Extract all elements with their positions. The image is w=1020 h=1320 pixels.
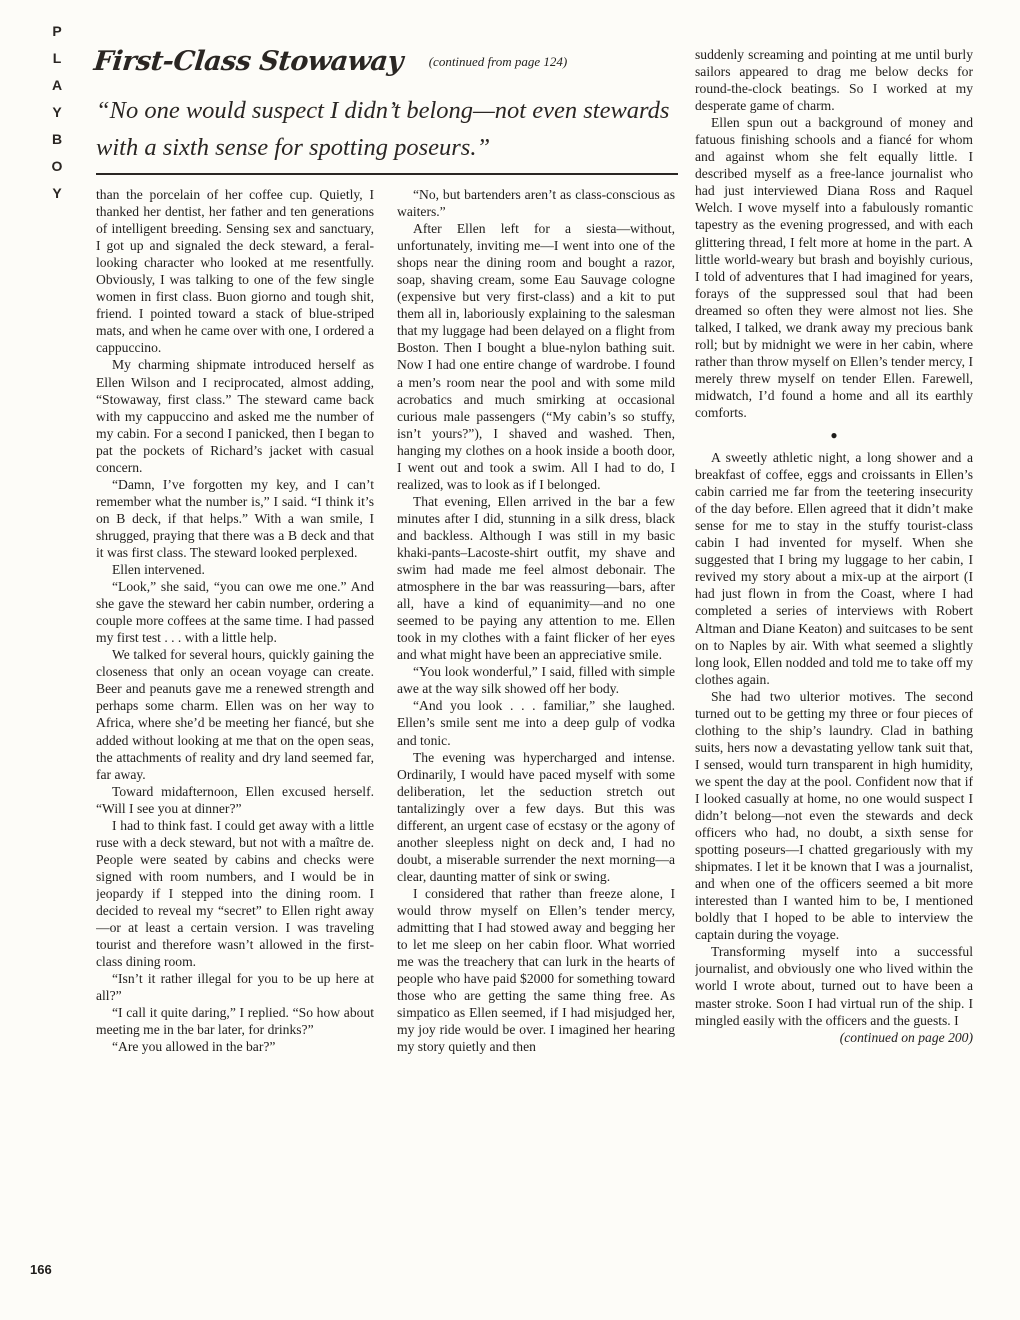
body-column-3 [695, 46, 973, 1286]
paragraph: We talked for several hours, quickly gaining the closeness that only an ocean voyage can create. Beer and peanuts gave me a renewed strength and perhaps some charm. Ellen was on her way to Africa, where she’d be meeting her fiancé, but she added without looking at me that on the open seas, the attachments of reality and dry land seemed far, far away. [96, 647, 374, 782]
paragraph: “I call it quite daring,” I replied. “So how about meeting me in the bar later, for drinks?” [96, 1005, 374, 1038]
paragraph: “Damn, I’ve forgotten my key, and I can’t remember what the number is,” I said. “I think it’s on B deck, if that helps.” With a wan smile, I shrugged, praying that there was a B deck and that it was first class. The steward looked perplexed. [96, 476, 374, 560]
page-number: 166 [30, 1262, 52, 1277]
paragraph: “You look wonderful,” I said, filled with simple awe at the way silk showed off her body. [397, 664, 675, 697]
header-divider [96, 173, 678, 175]
magazine-name-letter: Y [52, 185, 62, 201]
paragraph: suddenly screaming and pointing at me until burly sailors appeared to drag me below decks for round-the-clock beatings. So I worked at my desperate game of charm. [695, 47, 973, 114]
paragraph: “Isn’t it rather illegal for you to be up here at all?” [96, 971, 374, 1004]
magazine-name-letter: A [51, 77, 63, 93]
section-break-bullet-icon: ● [830, 428, 838, 443]
paragraph: The evening was hypercharged and intense. Ordinarily, I would have paced myself with some deliberation, let the seduction stretch out tantalizingly over a few days. But this was different, an urgent case of ecstasy or the agony of another sleepless night on deck and, I had no doubt, a miserable surrender the next morning—a clear, daunting matter of sink or swing. [397, 749, 675, 884]
series-title: First-Class Stowaway [92, 46, 405, 77]
pull-quote: “No one would suspect I didn’t belong—not even stewards with a sixth sense for spotting poseurs.” [96, 97, 670, 161]
magazine-name-vertical [42, 24, 72, 213]
magazine-name-letter: L [52, 50, 62, 66]
paragraph: “And you look . . . familiar,” she laughed. Ellen’s smile sent me into a deep gulp of vodka and tonic. [397, 698, 675, 748]
paragraph: My charming shipmate introduced herself as Ellen Wilson and I reciprocated, almost adding, “Stowaway, first class.” The steward came back with my cappuccino and asked me the number of my cabin. For a second I panicked, then I began to pat the pockets of Richard’s jacket with casual concern. [96, 357, 374, 475]
body-column-2 [397, 186, 675, 1284]
body-column-1 [96, 186, 374, 1284]
paragraph: than the porcelain of her coffee cup. Quietly, I thanked her dentist, her father and ten generations of intelligent breeding. Sensing sex and sanctuary, I got up and signaled the deck steward, a feral-looking character who looked at me resentfully. Obviously, I was talking to one of the few single women in first class. Buon giorno and tough shit, friend. I pointed toward a stack of blue-striped mats, and when he came over with one, I ordered a cappuccino. [96, 187, 374, 356]
paragraph: She had two ulterior motives. The second turned out to be getting my three or four pieces of clothing to the ship’s laundry. Clad in bathing suits, hers now a devastating yellow tank suit that, I sensed, would turn transparent in high humidity, we spent the day at the pool. Confident now that if I looked casually at home, no one would suspect I didn’t belong—not even the stewards and deck officers who had, no doubt, a sixth sense for spotting poseurs—I chatted gregariously with my shipmates. I let it be known that I was a journalist, and when one of the officers seemed a bit more interested than I wanted him to be, I mentioned boldly that I hoped to be able to interview the captain during the voyage. [695, 688, 973, 943]
magazine-name-letter: Y [52, 104, 62, 120]
continued-from-note: (continued from page 124) [428, 54, 568, 69]
magazine-name-letter: P [52, 23, 62, 39]
paragraph: “Are you allowed in the bar?” [112, 1039, 276, 1055]
magazine-name-letter: B [51, 131, 63, 147]
paragraph: I had to think fast. I could get away with a little ruse with a deck steward, but not with a maître de. People were seated by cabins and checks were signed with room numbers, and I would be in jeopardy if I stepped into the dining room. I decided to reveal my “secret” to Ellen right away—or at least a certain version. I was traveling tourist and therefore wasn’t allowed in the first-class dining room. [96, 817, 374, 970]
paragraph: That evening, Ellen arrived in the bar a few minutes after I did, stunning in a silk dress, black and backless. Although I was still in my basic khaki-pants–Lacoste-shirt outfit, my shave and swim had made me feel almost debonair. The atmosphere in the bar was reassuring—bars, after all, have a kind of equanimity—and no one seemed to be paying any attention to me. Ellen took in my clothes with a faint flicker of her eyes and what might have been an appreciative smile. [397, 493, 675, 663]
magazine-name-letter: O [51, 158, 63, 174]
paragraph: Ellen intervened. [112, 562, 205, 578]
paragraph: A sweetly athletic night, a long shower and a breakfast of coffee, eggs and croissants in Ellen’s cabin carried me far from the teetering insecurity of the day before. Ellen agreed that it didn’t make sense for me to stay in the stuffy tourist-class cabin I had invented for myself. When she suggested that I bring my luggage to her cabin, I revived my story about a mix-up at the airport (I had just flown in from the Coast, where I had completed a series of interviews with Robert Altman and Diane Keaton) and suitcases to be sent on to Naples by air. With what seemed a slightly long look, Ellen nodded and told me to take off my clothes again. [695, 450, 973, 687]
paragraph: Toward midafternoon, Ellen excused herself. “Will I see you at dinner?” [96, 783, 374, 816]
paragraph: I considered that rather than freeze alone, I would throw myself on Ellen’s tender mercy, admitting that I had stowed away and begging her to let me sleep on her cabin floor. What worried me was the treachery that can lurk in the hearts of people who have paid $2000 for something toward those who are getting the same thing free. As simpatico as Ellen seemed, if I had misjudged her, my joy ride would be over. I imagined her hearing my story quietly and then [397, 885, 675, 1055]
paragraph: “No, but bartenders aren’t as class-conscious as waiters.” [397, 187, 675, 220]
continued-on-note: (continued on page 200) [839, 1029, 973, 1045]
paragraph: Transforming myself into a successful journalist, and obviously one who lived within the world I wrote about, turned out to have been a master stroke. Soon I had virtual run of the ship. I mingled easily with the officers and the guests. I [695, 944, 973, 1028]
paragraph: After Ellen left for a siesta—without, unfortunately, inviting me—I went into one of the shops near the dining room and bought a razor, soap, shaving cream, some Eau Sauvage cologne (expensive but very first-class) and a kit to put them all in, laboriously explaining to the salesman that my luggage had been delayed on a flight from Boston. Then I bought a blue-nylon bathing suit. Now I had one entire change of wardrobe. I found a men’s room near the pool and with some mild acrobatics and much smirking at occasional curious male passengers (“My cabin’s so stuffy, isn’t yours?”), I shaved and washed. Then, hanging my clothes on a hook inside a booth door, I went out and took a swim. All I had to do, I realized, was to look as if I belonged. [397, 221, 675, 492]
article-header [94, 46, 654, 82]
paragraph: Ellen spun out a background of money and fatuous finishing schools and a fiancé for whom and against whom she felt equally little. I described myself as a free-lance journalist who had just interviewed Diana Ross and Raquel Welch. I wove myself into a fabulously romantic tapestry as the evening progressed, and with each glittering thread, I felt more at home in the part. A little world-weary but brash and boyishly curious, I told of adventures that I had imagined for years, forays of the suppressed soul that had been dreamed so often they were almost not lies. She talked, I talked, we drank away my precious bank roll; but by midnight we were in her cabin, where rather than throw myself on Ellen’s tender mercy, I merely threw myself on tender Ellen. Farewell, midwatch, I’d found a home and all its earthly comforts. [695, 115, 973, 420]
paragraph: “Look,” she said, “you can owe me one.” And she gave the steward her cabin number, ordering a couple more coffees at the same time. I had passed my first test . . . with a little help. [96, 579, 374, 646]
